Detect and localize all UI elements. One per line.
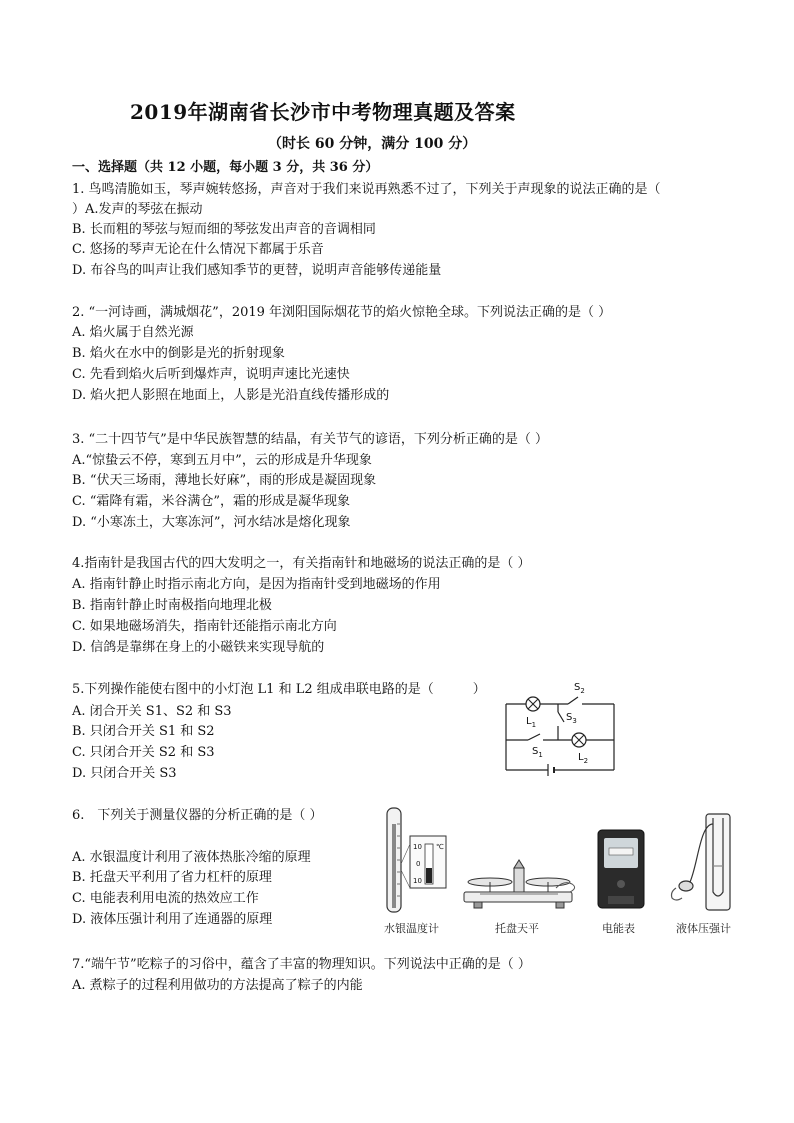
- label-l1: $L_1$: [526, 716, 537, 729]
- page-title: 2019年湖南省长沙市中考物理真题及答案: [130, 100, 516, 124]
- q1-stem: 1. 鸟鸣清脆如玉，琴声婉转悠扬，声音对于我们来说再熟悉不过了，下列关于声现象的说法正确的是（: [72, 182, 661, 197]
- q6-option-a: A. 水银温度计利用了液体热胀冷缩的原理: [72, 850, 311, 865]
- q5-option-c: C. 只闭合开关 S2 和 S3: [72, 745, 215, 760]
- q3-stem: 3. “二十四节气”是中华民族智慧的结晶，有关节气的谚语，下列分析正确的是（ ）: [72, 432, 548, 447]
- q2-option-d: D. 焰火把人影照在地面上，人影是光沿直线传播形成的: [72, 388, 390, 403]
- q4-stem: 4.指南针是我国古代的四大发明之一，有关指南针和地磁场的说法正确的是（ ）: [72, 556, 531, 571]
- q4-option-b: B. 指南针静止时南极指向地理北极: [72, 598, 272, 613]
- q5-option-b: B. 只闭合开关 S1 和 S2: [72, 724, 215, 739]
- q1-option-d: D. 布谷鸟的叫声让我们感知季节的更替，说明声音能够传递能量: [72, 263, 442, 278]
- svg-text:0: 0: [416, 860, 421, 868]
- q4-option-d: D. 信鸽是靠绑在身上的小磁铁来实现导航的: [72, 640, 325, 655]
- caption-pressure-gauge: 液体压强计: [676, 922, 731, 935]
- q3-option-c: C. “霜降有霜，米谷满仓”，霜的形成是凝华现象: [72, 494, 351, 509]
- label-s1: $S_1$: [532, 746, 543, 759]
- q7-option-a: A. 煮粽子的过程利用做功的方法提高了粽子的内能: [72, 978, 363, 993]
- caption-thermometer: 水银温度计: [384, 922, 439, 935]
- q5-stem: 5.下列操作能使右图中的小灯泡 L1 和 L2 组成串联电路的是（ ）: [72, 682, 486, 697]
- q2-stem: 2. “一河诗画，满城烟花”，2019 年浏阳国际烟花节的焰火惊艳全球。下列说法正确的是（ ）: [72, 305, 612, 320]
- circuit-diagram: [498, 676, 622, 776]
- q2-option-c: C. 先看到焰火后听到爆炸声，说明声速比光速快: [72, 367, 350, 382]
- q4-option-c: C. 如果地磁场消失，指南针还能指示南北方向: [72, 619, 337, 634]
- page-subtitle: （时长 60 分钟，满分 100 分）: [268, 136, 477, 152]
- q7-stem: 7.“端午节”吃粽子的习俗中，蕴含了丰富的物理知识。下列说法中正确的是（ ）: [72, 957, 531, 972]
- q3-option-a: A.“惊蛰云不停，寒到五月中”，云的形成是升华现象: [72, 453, 372, 468]
- q6-option-d: D. 液体压强计利用了连通器的原理: [72, 912, 273, 927]
- pressure-gauge-icon: [672, 814, 731, 910]
- q5-option-d: D. 只闭合开关 S3: [72, 766, 177, 781]
- instruments-illustration: [380, 804, 740, 916]
- q3-option-d: D. “小寒冻土，大寒冻河”，河水结冰是熔化现象: [72, 515, 351, 530]
- caption-balance: 托盘天平: [495, 922, 539, 935]
- label-s2: $S_2$: [574, 682, 585, 695]
- q1-option-a: ）A.发声的琴弦在振动: [72, 202, 203, 217]
- q1-option-c: C. 悠扬的琴声无论在什么情况下都属于乐音: [72, 242, 324, 257]
- thermometer-icon: [387, 808, 446, 912]
- svg-text:10: 10: [413, 877, 422, 885]
- electric-meter-icon: [598, 830, 644, 908]
- q2-option-a: A. 焰火属于自然光源: [72, 325, 194, 340]
- balance-icon: [464, 860, 575, 908]
- q3-option-b: B. “伏天三场雨，薄地长好麻”，雨的形成是凝固现象: [72, 473, 377, 488]
- section-heading: 一、选择题（共 12 小题，每小题 3 分，共 36 分）: [72, 160, 379, 175]
- svg-text:10: 10: [413, 843, 422, 851]
- q6-option-b: B. 托盘天平利用了省力杠杆的原理: [72, 870, 272, 885]
- q1-option-b: B. 长而粗的琴弦与短而细的琴弦发出声音的音调相同: [72, 222, 376, 237]
- label-s3: $S_3$: [566, 712, 577, 725]
- caption-electric-meter: 电能表: [602, 922, 635, 935]
- q6-stem: 6. 下列关于测量仪器的分析正确的是（ ）: [72, 808, 323, 823]
- q2-option-b: B. 焰火在水中的倒影是光的折射现象: [72, 346, 285, 361]
- q5-option-a: A. 闭合开关 S1、S2 和 S3: [72, 704, 232, 719]
- q6-option-c: C. 电能表利用电流的热效应工作: [72, 891, 259, 906]
- label-l2: $L_2$: [578, 752, 589, 765]
- q4-option-a: A. 指南针静止时指示南北方向，是因为指南针受到地磁场的作用: [72, 577, 441, 592]
- svg-text:℃: ℃: [436, 843, 444, 851]
